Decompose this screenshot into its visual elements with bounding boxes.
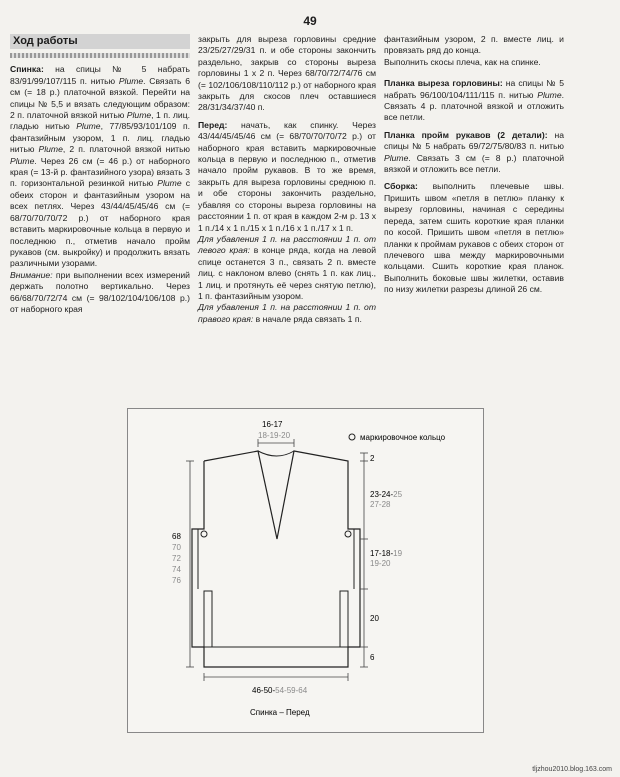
hem-label: 6: [370, 653, 375, 662]
schematic-caption: Спинка – Перед: [250, 708, 310, 717]
text-run: на спицы № 5 набрать 69/72/75/80/83 п. нитью: [384, 129, 564, 152]
text-run: выполнить плечевые швы. Пришить швом «петля в петлю» планку к вырезу горловины, начиная с середины переда, затем сшить короткие края планки по косой. Пришить швом «петля в петлю» планки к проймам рукавов с обеих сторон от плечевого шва между маркировочными кольцами. Сшить короткие края планок. Выполнить боковые швы жилетки, оставив по низу жилетки разрезы длиной 26 см.: [384, 181, 564, 295]
text-run: . Через 26 см (= 46 р.) от наборного края (= 13-й р. фантазийного узора) вязать 3 п. горизонтальной резинкой нитью: [10, 155, 190, 189]
text-column-1: [10, 34, 190, 321]
yarn-name: Plume: [384, 152, 409, 163]
text-column-3: [384, 34, 564, 302]
bottom-width-label: 46-50-54-59-64: [252, 686, 308, 695]
text-run: Выполнить скосы плеча, как на спинке.: [384, 56, 541, 67]
yarn-name: Plume: [38, 144, 63, 155]
neck-depth-line2: 27-28: [370, 500, 391, 509]
side-slit-label: 20: [370, 614, 379, 623]
section-title: Ход работы: [10, 34, 190, 49]
text-run: . Связать 4 р. платочной вязкой и отложить все петли.: [384, 89, 564, 123]
height-values: [172, 532, 181, 585]
armband-instructions: [384, 130, 564, 176]
text-run: начать, как спинку. Через 43/44/45/45/46 см (= 68/70/70/70/72 р.) от наборного края вставить маркировочные кольца в первую и последнюю п., отметив начало пройм рукавов. В то же время, закрыть для выреза горловины среднюю п. и обе стороны закончить раздельно, убавляя со стороны выреза горловины на расстоянии 1 п. от края в каждом 2-м р. 13 х 1 п./14 х 1 п./15 х 1 п./16 х 1 п./17 х 1 п.: [198, 119, 376, 233]
marker-legend-label: маркировочное кольцо: [360, 433, 446, 442]
armhole-depth-line2: 19-20: [370, 559, 391, 568]
text-column-2: [198, 34, 376, 331]
pattern-schematic: [127, 408, 484, 733]
yarn-name: Plume: [537, 89, 562, 100]
yarn-name: Plume: [10, 155, 35, 166]
back-neckline: [258, 451, 294, 456]
marker-ring-legend-icon: [349, 434, 355, 440]
text-run: с обеих сторон и фантазийным узором на всех петлях. Через 43/44/45/45/46 см (= 68/70/70/70/72 р.) от наборного края вставить маркировочные кольца в первую и последнюю п., отметив начало пройм рукавов (см. выкройку) и продолжить вязать различными узорами.: [10, 178, 191, 269]
armband-label: Планка пройм рукавов (2 детали):: [384, 129, 548, 140]
text-run: на спицы № 5 набрать 96/100/104/111/115 п. нитью: [384, 78, 564, 100]
section-divider: [10, 53, 190, 58]
marker-ring-right: [345, 531, 351, 537]
inner-band-left: [204, 591, 212, 647]
attention-label: Внимание:: [10, 269, 53, 280]
assembly-instructions: [384, 181, 564, 295]
height-value: 74: [172, 565, 181, 574]
schematic-drawing: [128, 409, 483, 732]
right-decrease-label: Для убавления 1 п. на расстоянии 1 п. от правого края:: [198, 302, 376, 324]
page-number: 49: [303, 14, 317, 28]
text-run: , 2 п. платочной вязкой нитью: [62, 144, 190, 155]
armhole-depth-black: 17-18-19: [370, 549, 403, 558]
inner-band-right: [340, 591, 348, 647]
text-run: , 77/85/93/101/109 п. фантазийным узором, 1 п. лиц. гладью нитью: [10, 121, 191, 155]
text-run: в начале ряда связать 1 п.: [253, 313, 362, 324]
text-run: в конце ряда, когда на левой спице останется 3 п., связать 2 п. вместе лиц. с наклоном влево (снять 1 п. как лиц., 1 лиц. и протянуть её через снятую петлю), 1 п. фантазийным узором.: [198, 245, 376, 301]
back-neckline-text: закрыть для выреза горловины средние 23/25/27/29/31 п. и обе стороны закончить раздельно, закрыв со стороны выреза горловины 1 х 2 п. Через 68/70/72/74/76 см (= 102/106/108/110/112 р.) от наборного края закрыть для скосов плеч оставшиеся 28/31/34/37/40 п.: [198, 34, 376, 113]
front-instructions: [198, 120, 376, 325]
yarn-name: Plume: [126, 110, 152, 121]
watermark: tljzhou2010.blog.163.com: [532, 766, 612, 773]
left-decrease-label: Для убавления 1 п. на расстоянии 1 п. от левого края:: [198, 233, 376, 256]
height-value: 68: [172, 532, 181, 541]
top-width-gray: 18-19-20: [258, 431, 291, 440]
yarn-name: Plume: [157, 178, 182, 189]
text-run: на спицы № 5 набрать 83/91/99/107/115 п. нитью: [10, 64, 190, 86]
assembly-label: Сборка:: [384, 181, 418, 192]
text-run: . Связать 3 см (= 8 р.) платочной вязкой и отложить все петли.: [384, 152, 564, 175]
yarn-name: Plume: [76, 121, 101, 132]
back-instructions: [10, 64, 190, 315]
neckband-instructions: [384, 78, 564, 124]
front-label: Перед:: [198, 119, 228, 130]
text-run: при выполнении всех измерений держать полотно вертикально. Через 66/68/70/72/74 см (= 98/102/104/106/108 р.) от наборного края: [10, 269, 190, 314]
neckband-label: Планка выреза горловины:: [384, 78, 503, 89]
height-value: 76: [172, 576, 181, 585]
neck-depth-black: 23-24-25: [370, 490, 403, 499]
shoulder-drop-label: 2: [370, 454, 375, 463]
top-width-black: 16-17: [262, 420, 283, 429]
text-run: , 1 п. лиц. гладью нитью: [10, 110, 191, 132]
front-continuation: [384, 34, 564, 68]
height-value: 70: [172, 543, 181, 552]
text-run: . Связать 6 см (= 18 р.) платочной вязкой. Перейти на спицы № 5,5 и вязать следующим образом: 2 п. платочной вязкой нитью: [10, 75, 191, 121]
height-value: 72: [172, 554, 181, 563]
yarn-name: Plume: [118, 75, 144, 86]
back-label: Спинка:: [10, 64, 44, 75]
garment-outline: [192, 451, 360, 667]
text-run: фантазийным узором, 2 п. вместе лиц. и провязать ряд до конца.: [384, 34, 564, 56]
marker-ring-left: [201, 531, 207, 537]
